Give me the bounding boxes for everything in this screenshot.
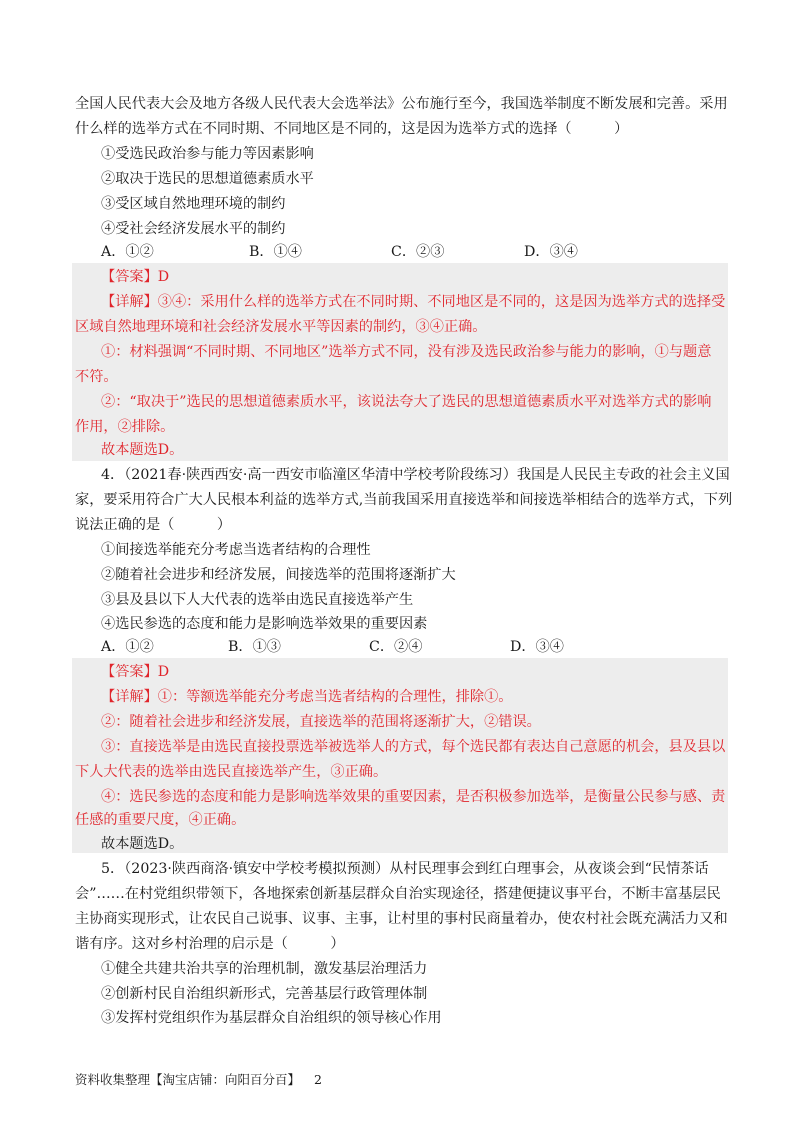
page-footer [75, 1070, 322, 1090]
q4-analysis-line: ②：随着社会进步和经济发展，直接选举的范围将逐渐扩大，②错误。 [101, 714, 541, 730]
q5-statement: ①健全共建共治共享的治理机制，激发基层治理活力 [101, 961, 428, 977]
q5-statement: ③发挥村党组织作为基层群众自治组织的领导核心作用 [101, 1010, 442, 1026]
q3-statement: ②取决于选民的思想道德素质水平 [101, 171, 314, 187]
option-d: D．③④ [524, 244, 578, 260]
q4-statement: ①间接选举能充分考虑当选者结构的合理性 [101, 542, 371, 558]
q4-statement: ③县及县以下人大代表的选举由选民直接选举产生 [101, 592, 414, 608]
q3-statement: ①受选民政治参与能力等因素影响 [101, 146, 314, 162]
q3-statement: ④受社会经济发展水平的制约 [101, 221, 286, 237]
q4-analysis-line: ④：选民参选的态度和能力是影响选举效果的重要因素，是否积极参加选举，是衡量公民参与感、责 [101, 789, 726, 805]
option-a: A．①② [101, 244, 154, 260]
option-d: D．③④ [510, 639, 564, 655]
q3-stem-line: 什么样的选举方式在不同时期、不同地区是不同的，这是因为选举方式的选择（ ） [75, 121, 629, 137]
q4-stem-line: 说法正确的是（ ） [75, 517, 232, 533]
q3-analysis-line: 不符。 [75, 369, 118, 385]
q4-analysis-line: 【详解】①：等额选举能充分考虑当选者结构的合理性，排除①。 [101, 689, 513, 705]
q4-stem-line: 4．（2021春·陕西西安·高一西安市临潼区华清中学校考阶段练习）我国是人民民主专政的社会主义国 [101, 467, 730, 483]
page-number: 2 [314, 1072, 322, 1087]
footer-source: 资料收集整理【淘宝店铺：向阳百分百】 [75, 1072, 301, 1087]
q3-analysis-line: 【详解】③④：采用什么样的选举方式在不同时期、不同地区是不同的，这是因为选举方式的选择受 [101, 294, 726, 310]
option-b: B．①④ [249, 244, 302, 260]
q5-statement: ②创新村民自治组织新形式，完善基层行政管理体制 [101, 986, 428, 1002]
q3-conclusion: 故本题选D。 [101, 442, 184, 458]
q4-analysis-line: 下人大代表的选举由选民直接选举产生，③正确。 [75, 764, 388, 780]
q3-stem-line: 全国人民代表大会及地方各级人民代表大会选举法》公布施行至今，我国选举制度不断发展和完善。采用 [75, 96, 728, 112]
option-a: A．①② [101, 639, 154, 655]
option-c: C．②③ [391, 244, 445, 260]
q3-analysis-line: ②：“取决于”选民的思想道德素质水平，该说法夸大了选民的思想道德素质水平对选举方式的影响 [101, 394, 712, 410]
option-b: B．①③ [228, 639, 281, 655]
q3-statement: ③受区域自然地理环境的制约 [101, 196, 286, 212]
option-c: C．②④ [369, 639, 423, 655]
q4-stem-line: 家，要采用符合广大人民根本利益的选举方式,当前我国采用直接选举和间接选举相结合的选举方式，下列 [75, 492, 733, 508]
q3-analysis-line: ①：材料强调“不同时期、不同地区”选举方式不同，没有涉及选民政治参与能力的影响，①与题意 [101, 344, 712, 360]
q4-answer: 【答案】D [101, 664, 170, 680]
q3-answer: 【答案】D [101, 269, 170, 285]
q5-stem-line: 主协商实现形式，让农民自己说事、议事、主事，让村里的事村民商量着办，使农村社会既充满活力又和 [75, 911, 728, 927]
q5-stem-line: 会”……在村党组织带领下，各地探索创新基层群众自治实现途径，搭建便捷议事平台，不断丰富基层民 [75, 886, 721, 902]
q3-analysis-line: 区域自然地理环境和社会经济发展水平等因素的制约，③④正确。 [75, 319, 487, 335]
q4-analysis-line: ③：直接选举是由选民直接投票选举被选举人的方式，每个选民都有表达自己意愿的机会，县及县以 [101, 739, 726, 755]
q4-statement: ②随着社会进步和经济发展，间接选举的范围将逐渐扩大 [101, 567, 456, 583]
q4-conclusion: 故本题选D。 [101, 836, 184, 852]
q5-stem-line: 谐有序。这对乡村治理的启示是（ ） [75, 936, 345, 952]
q3-analysis-line: 作用，②排除。 [75, 419, 175, 435]
q5-stem-line: 5．（2023·陕西商洛·镇安中学校考模拟预测）从村民理事会到红白理事会，从夜谈会到“民情茶话 [101, 861, 709, 877]
q4-statement: ④选民参选的态度和能力是影响选举效果的重要因素 [101, 616, 428, 632]
q4-analysis-line: 任感的重要尺度，④正确。 [75, 812, 246, 828]
